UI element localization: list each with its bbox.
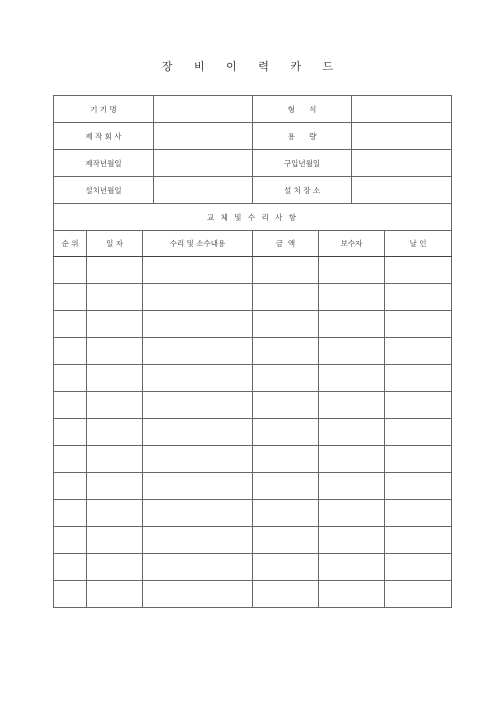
cell-date[interactable] [87,284,143,311]
field-label-manufacture-date: 제작년월일 [54,150,154,177]
cell-seal[interactable] [385,554,452,581]
cell-amount[interactable] [253,365,319,392]
cell-amount[interactable] [253,284,319,311]
field-value-manufacture-date[interactable] [154,150,253,177]
cell-date[interactable] [87,311,143,338]
cell-repair-details[interactable] [143,419,253,446]
section-header-row [54,204,452,231]
info-row [54,150,452,177]
cell-repair-details[interactable] [143,473,253,500]
cell-repair-details[interactable] [143,284,253,311]
cell-date[interactable] [87,338,143,365]
cell-repairer[interactable] [319,500,385,527]
table-row [54,419,452,446]
document-title: 장 비 이 력 카 드 [161,60,343,73]
cell-amount[interactable] [253,446,319,473]
field-label-capacity: 용 량 [253,123,352,150]
field-value-purchase-date[interactable] [352,150,452,177]
column-header-repair-details: 수리 및 소수내용 [143,231,253,257]
cell-amount[interactable] [253,527,319,554]
cell-repair-details[interactable] [143,311,253,338]
cell-seal[interactable] [385,581,452,608]
cell-seal[interactable] [385,365,452,392]
cell-repair-details[interactable] [143,365,253,392]
cell-amount[interactable] [253,554,319,581]
cell-repair-details[interactable] [143,500,253,527]
cell-amount[interactable] [253,392,319,419]
cell-date[interactable] [87,500,143,527]
cell-repairer[interactable] [319,419,385,446]
cell-repairer[interactable] [319,554,385,581]
cell-seal[interactable] [385,338,452,365]
cell-seal[interactable] [385,419,452,446]
cell-amount[interactable] [253,581,319,608]
cell-repairer[interactable] [319,311,385,338]
cell-seal[interactable] [385,473,452,500]
cell-order[interactable] [54,527,87,554]
equipment-history-form [53,95,452,608]
cell-order[interactable] [54,257,87,284]
cell-order[interactable] [54,284,87,311]
table-row [54,365,452,392]
table-row [54,500,452,527]
cell-amount[interactable] [253,500,319,527]
table-row [54,311,452,338]
cell-repairer[interactable] [319,365,385,392]
table-row [54,446,452,473]
cell-date[interactable] [87,446,143,473]
cell-order[interactable] [54,446,87,473]
cell-repairer[interactable] [319,338,385,365]
cell-repair-details[interactable] [143,554,253,581]
field-value-model[interactable] [352,96,452,123]
column-header-date: 일 자 [87,231,143,257]
cell-order[interactable] [54,500,87,527]
cell-amount[interactable] [253,257,319,284]
table-row [54,554,452,581]
cell-repairer[interactable] [319,446,385,473]
cell-repairer[interactable] [319,284,385,311]
table-row [54,527,452,554]
cell-order[interactable] [54,311,87,338]
info-row [54,123,452,150]
column-header-amount: 금 액 [253,231,319,257]
cell-order[interactable] [54,581,87,608]
cell-date[interactable] [87,527,143,554]
field-label-model: 형 식 [253,96,352,123]
field-value-device-name[interactable] [154,96,253,123]
table-row [54,392,452,419]
cell-date[interactable] [87,392,143,419]
section-title: 교 체 및 수 리 사 항 [54,204,452,231]
info-row [54,177,452,204]
table-row [54,257,452,284]
cell-date[interactable] [87,365,143,392]
cell-repair-details[interactable] [143,392,253,419]
cell-repair-details[interactable] [143,257,253,284]
cell-repairer[interactable] [319,527,385,554]
cell-seal[interactable] [385,257,452,284]
field-value-install-location[interactable] [352,177,452,204]
cell-date[interactable] [87,581,143,608]
cell-amount[interactable] [253,338,319,365]
table-row [54,473,452,500]
cell-seal[interactable] [385,284,452,311]
field-label-install-date: 설치년월일 [54,177,154,204]
field-value-install-date[interactable] [154,177,253,204]
field-label-purchase-date: 구입년월일 [253,150,352,177]
column-header-repairer: 보수자 [319,231,385,257]
cell-repairer[interactable] [319,392,385,419]
cell-order[interactable] [54,419,87,446]
cell-seal[interactable] [385,392,452,419]
cell-order[interactable] [54,338,87,365]
cell-repair-details[interactable] [143,581,253,608]
cell-amount[interactable] [253,311,319,338]
cell-seal[interactable] [385,527,452,554]
cell-repair-details[interactable] [143,338,253,365]
field-value-capacity[interactable] [352,123,452,150]
cell-repairer[interactable] [319,473,385,500]
cell-order[interactable] [54,392,87,419]
field-label-device-name: 기 기 명 [54,96,154,123]
table-row [54,338,452,365]
cell-order[interactable] [54,365,87,392]
table-row [54,581,452,608]
cell-seal[interactable] [385,446,452,473]
cell-repair-details[interactable] [143,446,253,473]
table-row [54,284,452,311]
cell-date[interactable] [87,554,143,581]
cell-date[interactable] [87,419,143,446]
cell-date[interactable] [87,257,143,284]
field-label-install-location: 설 치 장 소 [253,177,352,204]
field-value-manufacturer[interactable] [154,123,253,150]
cell-order[interactable] [54,473,87,500]
cell-amount[interactable] [253,419,319,446]
cell-repairer[interactable] [319,257,385,284]
cell-seal[interactable] [385,311,452,338]
history-header-row [54,231,452,257]
cell-date[interactable] [87,473,143,500]
column-header-seal: 날 인 [385,231,452,257]
column-header-order: 순 위 [54,231,87,257]
cell-amount[interactable] [253,473,319,500]
info-row [54,96,452,123]
field-label-manufacturer: 제 작 회 사 [54,123,154,150]
cell-repair-details[interactable] [143,527,253,554]
cell-repairer[interactable] [319,581,385,608]
cell-seal[interactable] [385,500,452,527]
cell-order[interactable] [54,554,87,581]
